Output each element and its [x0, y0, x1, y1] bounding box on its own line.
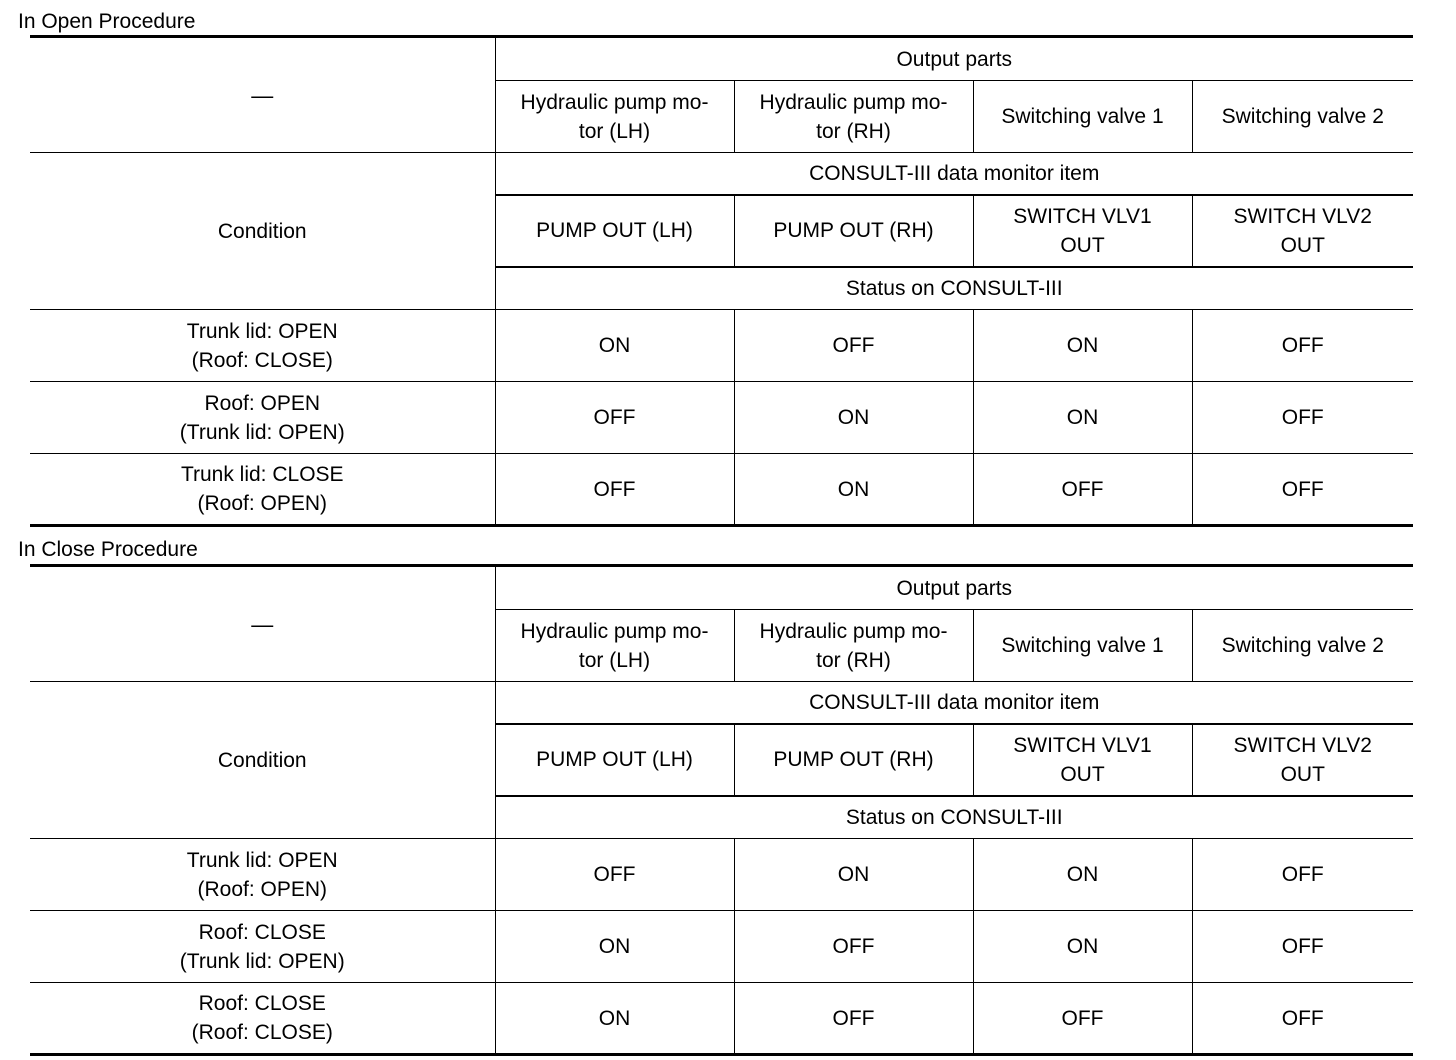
status-value-cell: ON [495, 983, 734, 1055]
monitor-item-cell: SWITCH VLV2 OUT [1192, 195, 1413, 267]
status-header: Status on CONSULT-III [495, 796, 1413, 839]
status-value-cell: OFF [734, 310, 973, 382]
monitor-item-cell: SWITCH VLV2 OUT [1192, 724, 1413, 796]
status-value-cell: ON [734, 454, 973, 526]
output-part-cell: Hydraulic pump mo- tor (LH) [495, 610, 734, 682]
status-value-cell: OFF [1192, 310, 1413, 382]
header-row-output [30, 37, 1413, 81]
output-part-cell: Hydraulic pump mo- tor (RH) [734, 81, 973, 153]
table-row [30, 839, 1413, 911]
monitor-item-cell: PUMP OUT (LH) [495, 195, 734, 267]
table-row [30, 983, 1413, 1055]
section-title: In Open Procedure [18, 10, 196, 33]
monitor-item-cell: PUMP OUT (LH) [495, 724, 734, 796]
monitor-item-cell: SWITCH VLV1 OUT [973, 195, 1192, 267]
status-value-cell: ON [973, 911, 1192, 983]
status-value-cell: OFF [973, 454, 1192, 526]
output-part-cell: Switching valve 1 [973, 81, 1192, 153]
status-value-cell: OFF [1192, 454, 1413, 526]
dash-cell: — [30, 566, 495, 682]
header-row-monitor [30, 153, 1413, 195]
output-part-cell: Hydraulic pump mo- tor (LH) [495, 81, 734, 153]
condition-header: Condition [30, 682, 495, 839]
status-value-cell: OFF [1192, 382, 1413, 454]
monitor-item-cell: SWITCH VLV1 OUT [973, 724, 1192, 796]
output-part-cell: Hydraulic pump mo- tor (RH) [734, 610, 973, 682]
status-value-cell: OFF [1192, 839, 1413, 911]
status-value-cell: OFF [495, 839, 734, 911]
status-value-cell: ON [973, 382, 1192, 454]
status-value-cell: ON [495, 911, 734, 983]
table-row [30, 911, 1413, 983]
monitor-item-header: CONSULT-III data monitor item [495, 682, 1413, 724]
header-row-monitor [30, 682, 1413, 724]
status-value-cell: ON [734, 382, 973, 454]
status-value-cell: OFF [973, 983, 1192, 1055]
status-header: Status on CONSULT-III [495, 267, 1413, 310]
status-value-cell: OFF [495, 382, 734, 454]
condition-header: Condition [30, 153, 495, 310]
status-value-cell: OFF [1192, 983, 1413, 1055]
status-value-cell: ON [734, 839, 973, 911]
table-row [30, 454, 1413, 526]
status-value-cell: OFF [1192, 911, 1413, 983]
procedure-table [30, 35, 1413, 527]
status-value-cell: OFF [734, 911, 973, 983]
status-value-cell: OFF [495, 454, 734, 526]
condition-cell: Roof: CLOSE (Trunk lid: OPEN) [30, 911, 495, 983]
condition-cell: Trunk lid: CLOSE (Roof: OPEN) [30, 454, 495, 526]
condition-cell: Trunk lid: OPEN (Roof: OPEN) [30, 839, 495, 911]
table-row [30, 382, 1413, 454]
procedure-table [30, 564, 1413, 1056]
table-row [30, 310, 1413, 382]
output-part-cell: Switching valve 1 [973, 610, 1192, 682]
header-row-output [30, 566, 1413, 610]
condition-cell: Trunk lid: OPEN (Roof: CLOSE) [30, 310, 495, 382]
output-parts-header: Output parts [495, 37, 1413, 81]
output-parts-header: Output parts [495, 566, 1413, 610]
monitor-item-cell: PUMP OUT (RH) [734, 724, 973, 796]
status-value-cell: OFF [734, 983, 973, 1055]
output-part-cell: Switching valve 2 [1192, 610, 1413, 682]
monitor-item-header: CONSULT-III data monitor item [495, 153, 1413, 195]
status-value-cell: ON [495, 310, 734, 382]
condition-cell: Roof: CLOSE (Roof: CLOSE) [30, 983, 495, 1055]
dash-cell: — [30, 37, 495, 153]
status-value-cell: ON [973, 310, 1192, 382]
status-value-cell: ON [973, 839, 1192, 911]
condition-cell: Roof: OPEN (Trunk lid: OPEN) [30, 382, 495, 454]
output-part-cell: Switching valve 2 [1192, 81, 1413, 153]
monitor-item-cell: PUMP OUT (RH) [734, 195, 973, 267]
section-title: In Close Procedure [18, 538, 198, 561]
